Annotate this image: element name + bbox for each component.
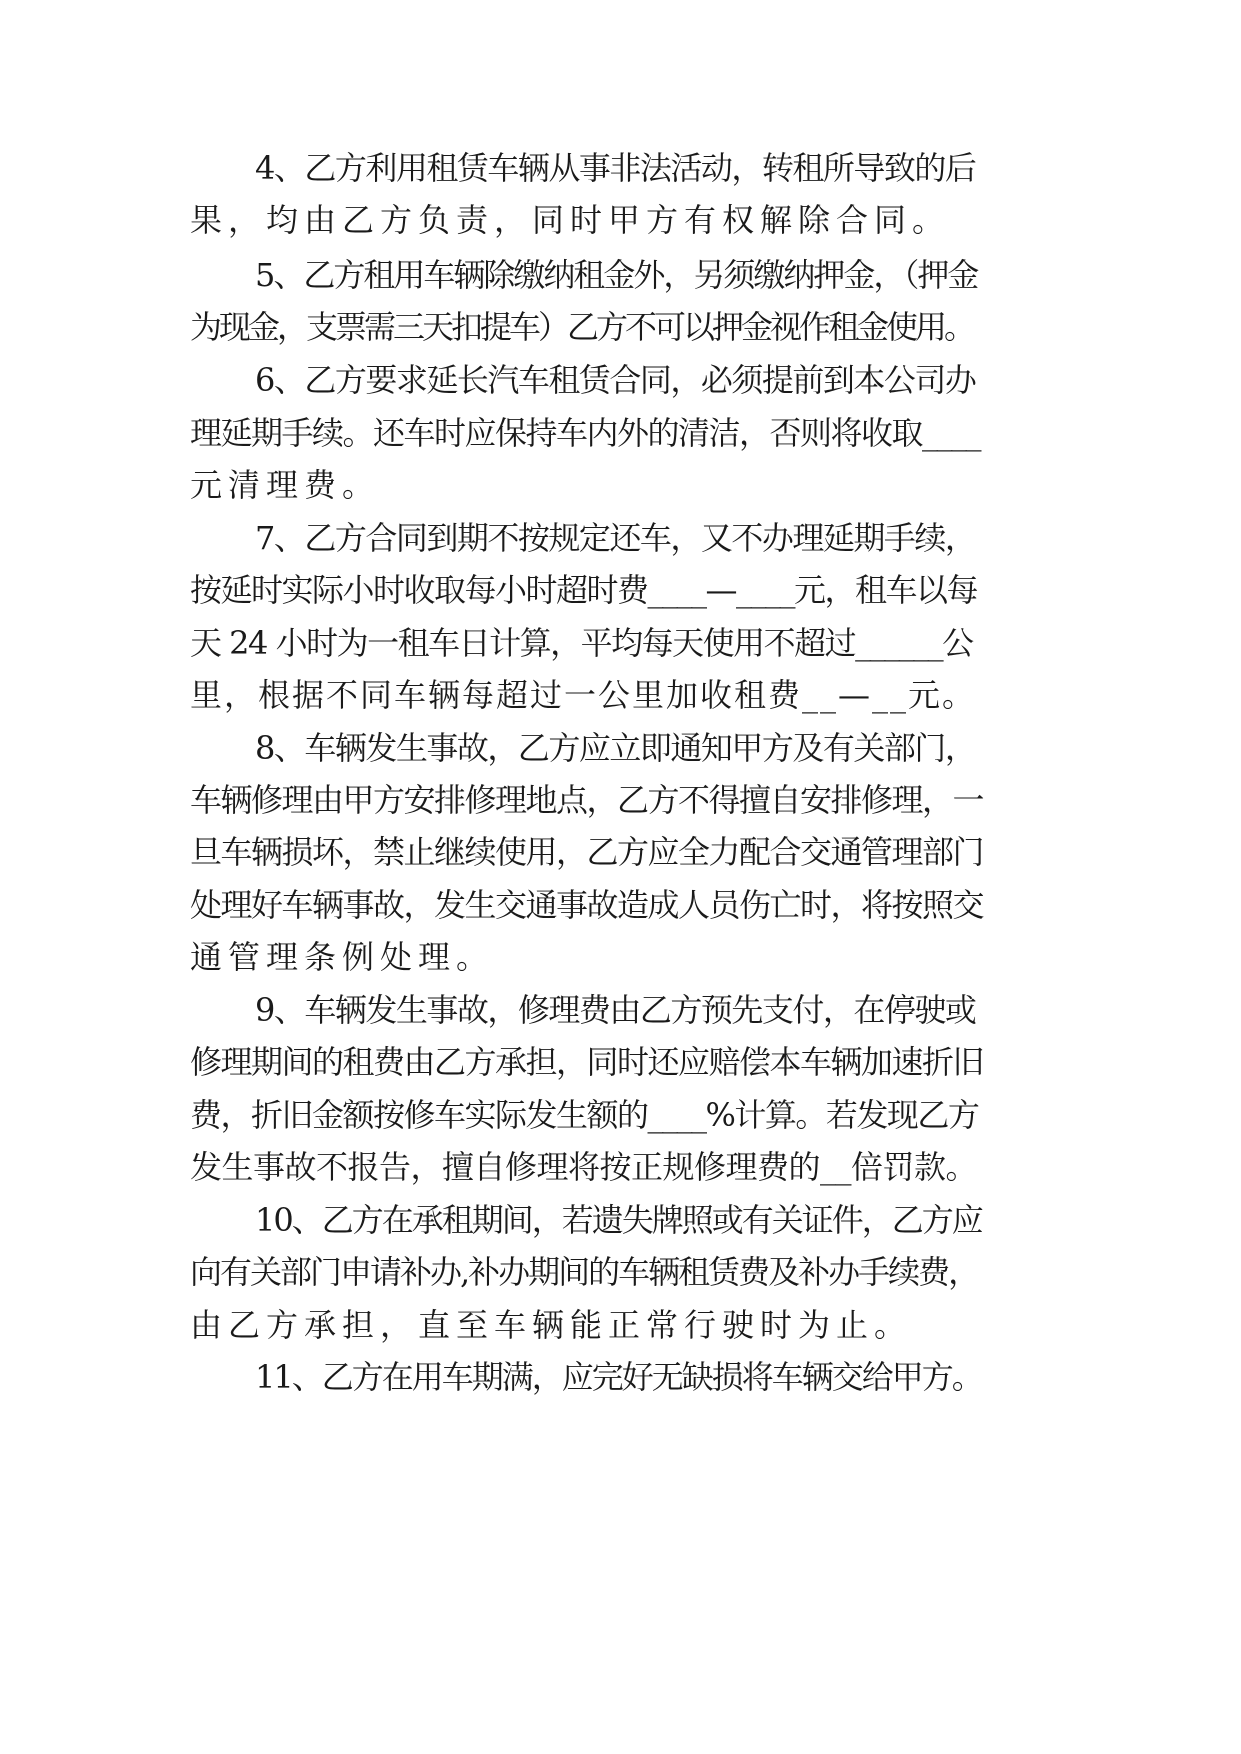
clause-4-line-1: 4、乙方利用租赁车辆从事非法活动，转租所导致的后 <box>255 149 976 187</box>
clause-9-line-4: 发生事故不报告，擅自修理将按正规修理费的__倍罚款。 <box>190 1148 978 1186</box>
clause-8-line-2: 车辆修理由甲方安排修理地点，乙方不得擅自安排修理，一 <box>190 781 984 819</box>
clause-11-line-1: 11、乙方在用车期满，应完好无缺损将车辆交给甲方。 <box>255 1358 982 1396</box>
clause-10-line-3: 由乙方承担，直至车辆能正常行驶时为止。 <box>190 1306 913 1344</box>
clause-7-line-2: 按延时实际小时收取每小时超时费____—____元，租车以每 <box>190 571 978 609</box>
clause-9-line-3: 费，折旧金额按修车实际发生额的____%计算。若发现乙方 <box>190 1096 979 1134</box>
clause-9-line-2: 修理期间的租费由乙方承担，同时还应赔偿本车辆加速折旧 <box>190 1043 984 1081</box>
clause-10-line-1: 10、乙方在承租期间，若遗失牌照或有关证件，乙方应 <box>255 1201 982 1239</box>
clause-9-line-1: 9、车辆发生事故，修理费由乙方预先支付，在停驶或 <box>255 991 976 1029</box>
clause-8-line-5: 通管理条例处理。 <box>190 938 495 976</box>
clause-5-line-2: 为现金，支票需三天扣提车）乙方不可以押金视作租金使用。 <box>190 308 974 346</box>
clause-7-line-3: 天 24 小时为一租车日计算，平均每天使用不超过______公 <box>190 624 973 662</box>
clause-8-line-4: 处理好车辆事故，发生交通事故造成人员伤亡时，将按照交 <box>190 886 984 924</box>
clause-6-line-3: 元清理费。 <box>190 466 381 504</box>
clause-8-line-3: 旦车辆损坏，禁止继续使用，乙方应全力配合交通管理部门 <box>190 833 984 871</box>
clause-5-line-1: 5、乙方租用车辆除缴纳租金外，另须缴纳押金，（押金 <box>255 256 978 294</box>
clause-8-line-1: 8、车辆发生事故，乙方应立即通知甲方及有关部门， <box>255 729 976 767</box>
clause-10-line-2: 向有关部门申请补办,补办期间的车辆租赁费及补办手续费， <box>190 1253 979 1291</box>
clause-4-line-2: 果，均由乙方负责，同时甲方有权解除合同。 <box>190 201 951 239</box>
clause-6-line-2: 理延期手续。还车时应保持车内外的清洁，否则将收取____ <box>190 414 981 452</box>
clause-6-line-1: 6、乙方要求延长汽车租赁合同，必须提前到本公司办 <box>255 361 976 399</box>
clause-7-line-1: 7、乙方合同到期不按规定还车，又不办理延期手续， <box>255 519 976 557</box>
clause-7-line-4: 里，根据不同车辆每超过一公里加收租费__—__元。 <box>190 676 977 714</box>
